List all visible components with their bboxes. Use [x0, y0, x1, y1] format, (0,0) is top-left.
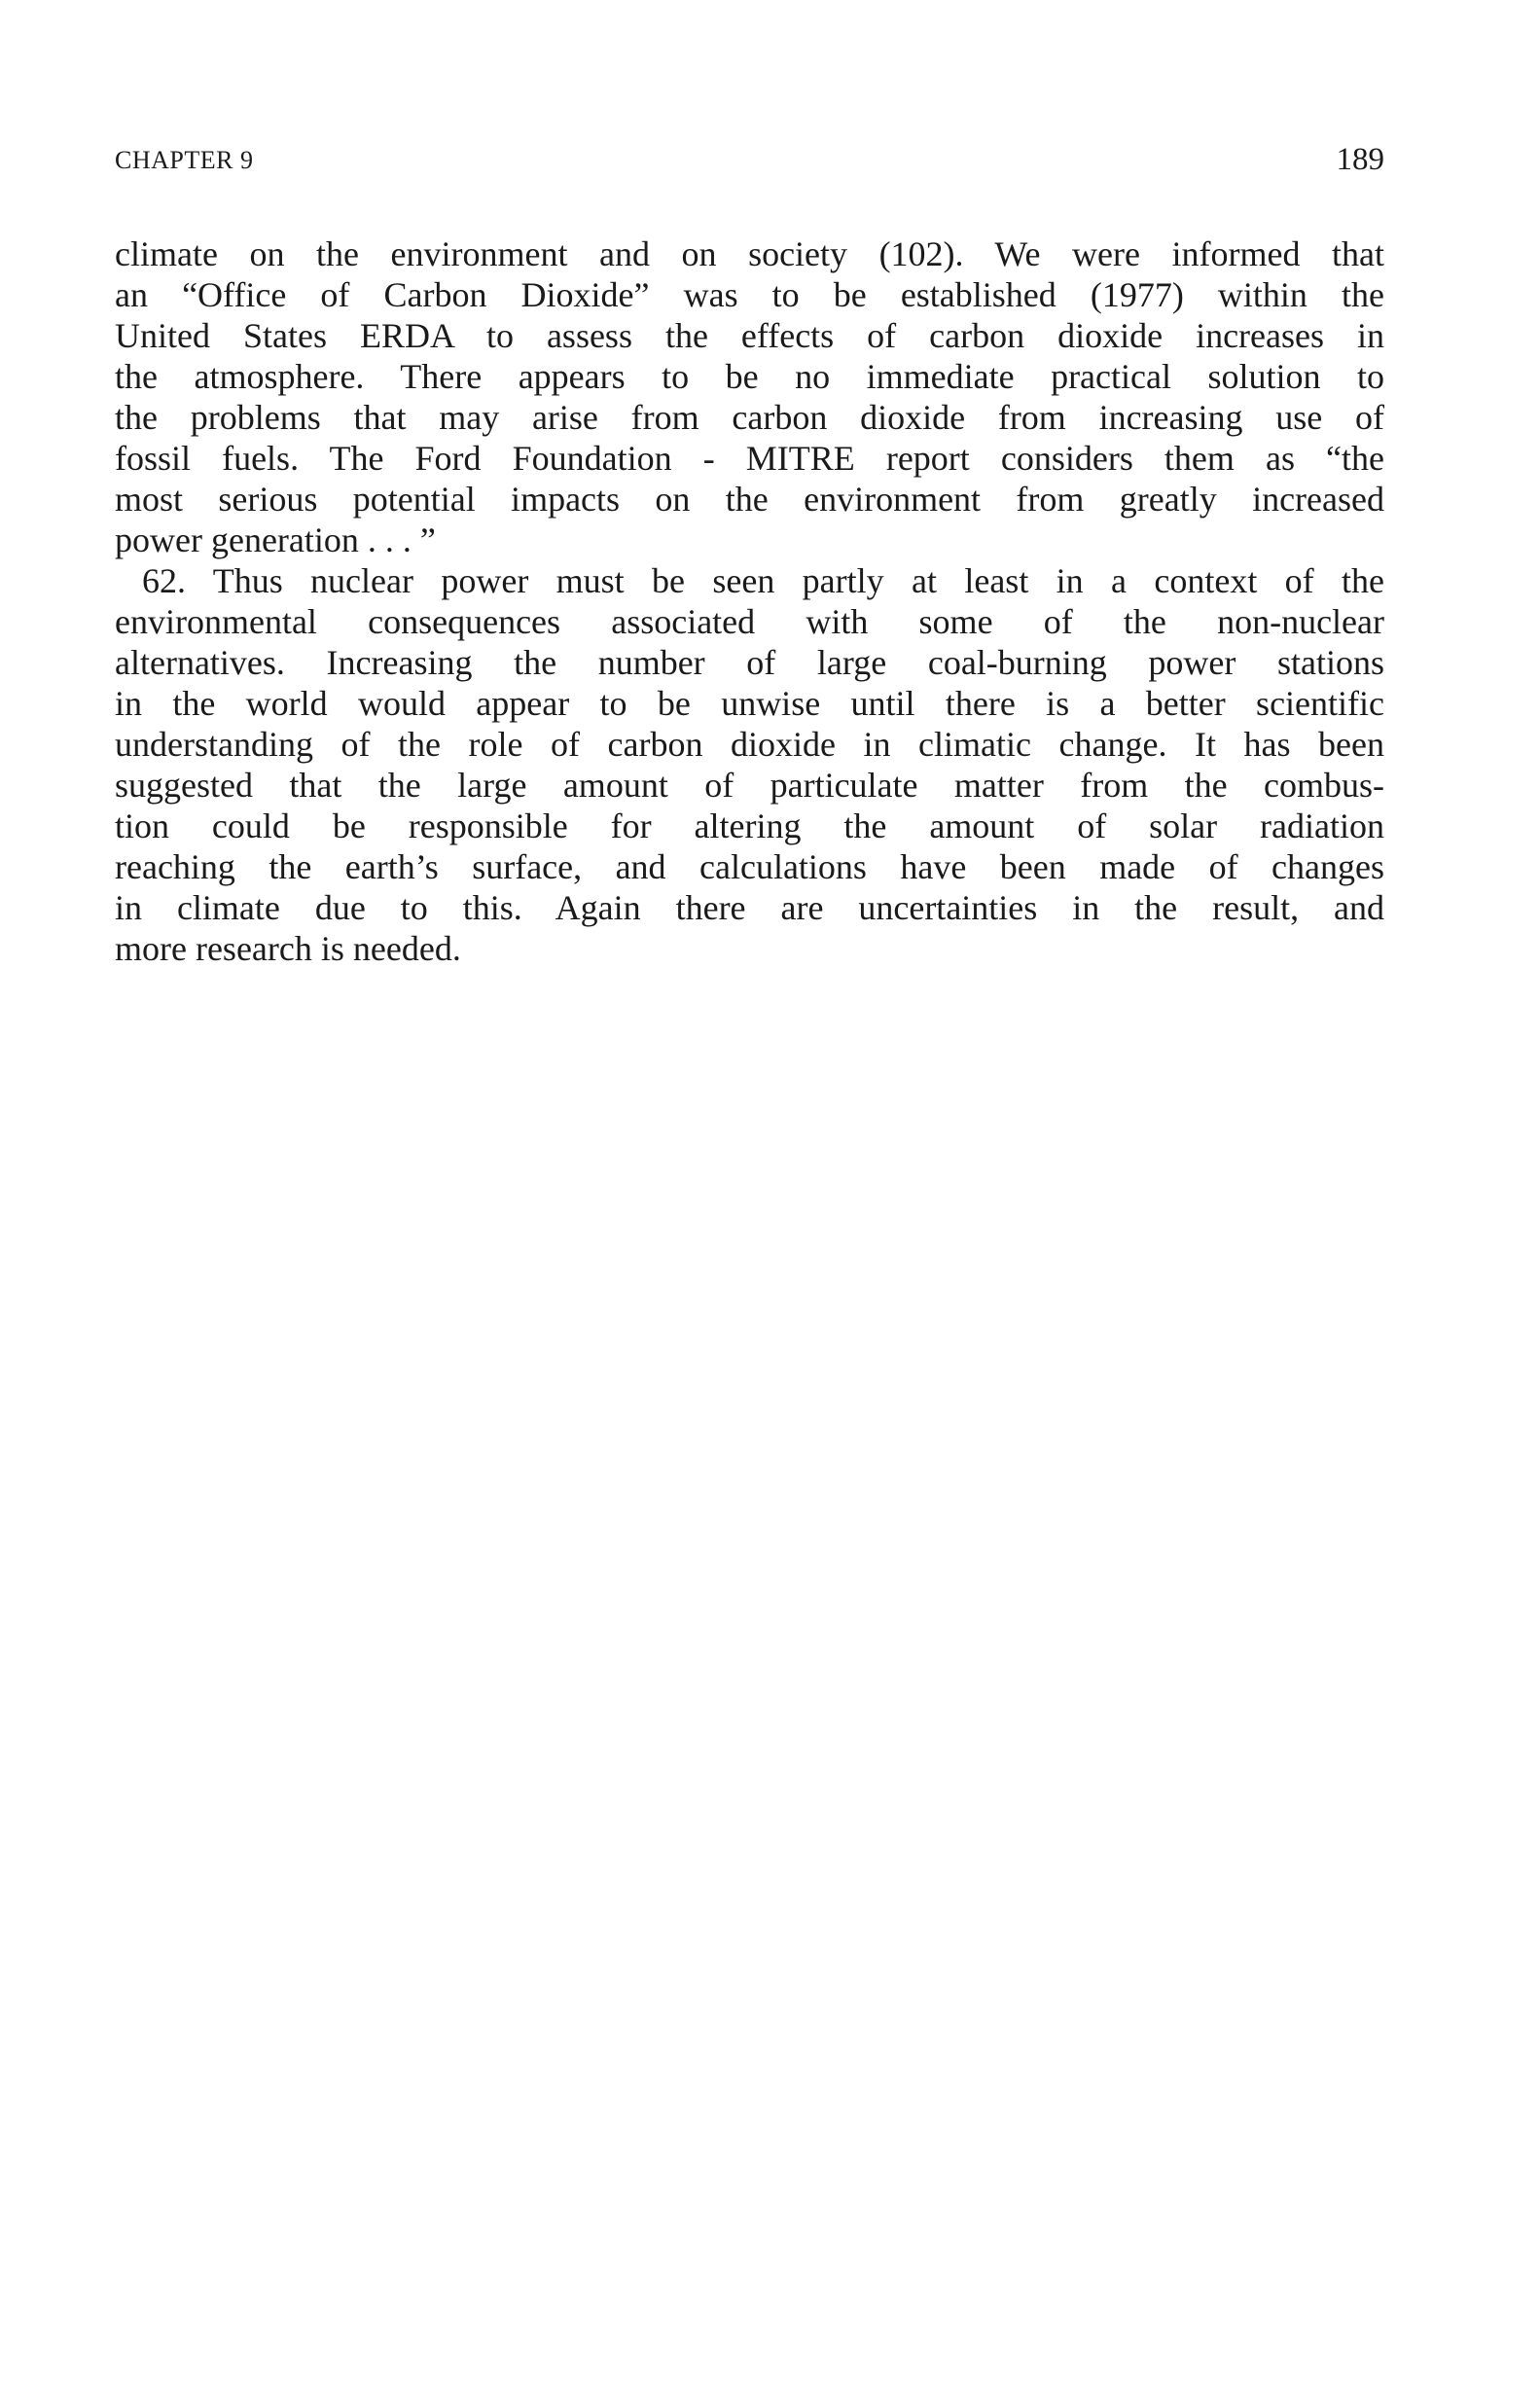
body-text — [115, 233, 1384, 969]
text-line: an “Office of Carbon Dioxide” was to be established (1977) within the — [115, 275, 1384, 314]
text-line: suggested that the large amount of particulate matter from the combus- — [115, 766, 1384, 805]
text-line: 62. Thus nuclear power must be seen partly at least in a context of the — [142, 561, 1384, 600]
chapter-label: CHAPTER 9 — [115, 146, 254, 174]
text-line: in the world would appear to be unwise until there is a better scientific — [115, 684, 1384, 723]
text-line: environmental consequences associated with some of the non-nuclear — [115, 602, 1384, 641]
text-line: in climate due to this. Again there are uncertainties in the result, and — [115, 888, 1384, 927]
text-line: reaching the earth’s surface, and calculations have been made of changes — [115, 847, 1384, 886]
running-head — [115, 142, 1384, 185]
text-line: power generation . . . ” — [115, 520, 436, 559]
text-line: most serious potential impacts on the environment from greatly increased — [115, 480, 1384, 519]
paragraph-62 — [115, 560, 1384, 969]
paragraph-carbon-dioxide — [115, 233, 1384, 560]
text-line: the problems that may arise from carbon dioxide from increasing use of — [115, 398, 1384, 437]
text-line: tion could be responsible for altering the amount of solar radiation — [115, 807, 1384, 845]
text-line: fossil fuels. The Ford Foundation - MITRE report considers them as “the — [115, 439, 1384, 478]
text-line: understanding of the role of carbon dioxide in climatic change. It has been — [115, 725, 1384, 764]
text-line: more research is needed. — [115, 929, 461, 968]
text-line: the atmosphere. There appears to be no immediate practical solution to — [115, 357, 1384, 396]
text-line: United States ERDA to assess the effects of carbon dioxide increases in — [115, 316, 1384, 355]
page-number: 189 — [1336, 142, 1384, 177]
text-line: climate on the environment and on society (102). We were informed that — [115, 234, 1384, 273]
text-line: alternatives. Increasing the number of large coal-burning power stations — [115, 643, 1384, 682]
